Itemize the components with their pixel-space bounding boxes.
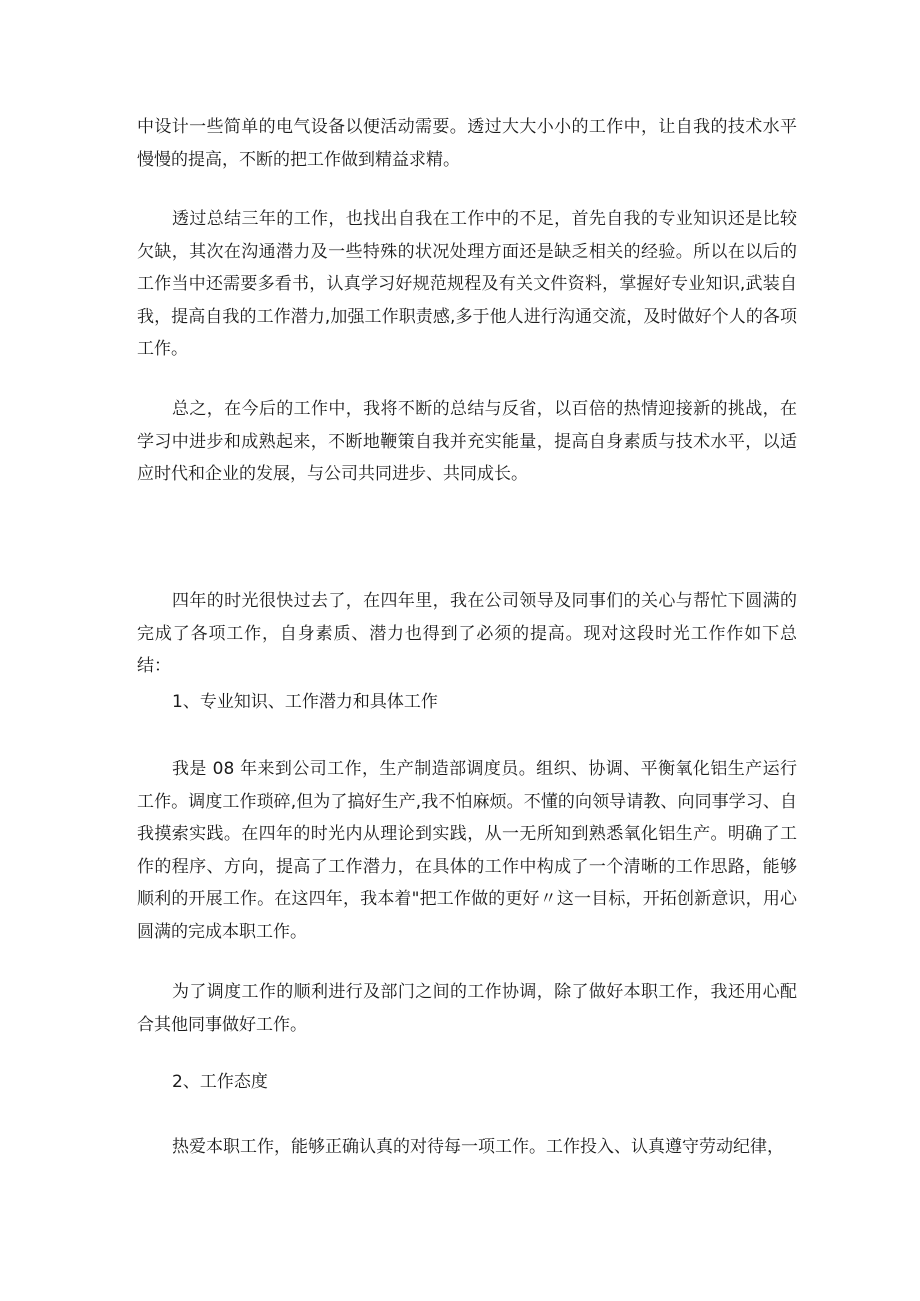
paragraph-coordination: 为了调度工作的顺利进行及部门之间的工作协调，除了做好本职工作，我还用心配合其他同事做好工作。 [137, 982, 797, 1035]
paragraph-job-description: 我是 08 年来到公司工作，生产制造部调度员。组织、协调、平衡氧化铝生产运行工作。调度工作琐碎,但为了搞好生产,我不怕麻烦。不懂的向领导请教、向同事学习、自我摸索实践。在四年的时光内从理论到实践，从一无所知到熟悉氧化铝生产。明确了工作的程序、方向，提高了工作潜力，在具体的工作中构成了一个清晰的工作思路，能够顺利的开展工作。在这四年，我本着"把工作做的更好〃这一目标，开拓创新意识，用心圆满的完成本职工作。 [137, 759, 797, 942]
section-heading-2: 2、工作态度 [172, 1072, 268, 1092]
paragraph-work-attitude: 热爱本职工作，能够正确认真的对待每一项工作。工作投入、认真遵守劳动纪律， [172, 1137, 784, 1157]
paragraph-continuation: 中设计一些简单的电气设备以便活动需要。透过大大小小的工作中，让自我的技术水平慢慢的提高，不断的把工作做到精益求精。 [137, 117, 797, 170]
section-heading-1: 1、专业知识、工作潜力和具体工作 [172, 692, 438, 712]
paragraph-four-year-intro: 四年的时光很快过去了，在四年里，我在公司领导及同事们的关心与帮忙下圆满的完成了各项工作，自身素质、潜力也得到了必须的提高。现对这段时光工作作如下总结： [137, 591, 797, 676]
paragraph-conclusion: 总之，在今后的工作中，我将不断的总结与反省，以百倍的热情迎接新的挑战，在学习中进步和成熟起来，不断地鞭策自我并充实能量，提高自身素质与技术水平，以适应时代和企业的发展，与公司共同进步、共同成长。 [137, 399, 797, 484]
paragraph-shortcomings: 透过总结三年的工作，也找出自我在工作中的不足，首先自我的专业知识还是比较欠缺，其次在沟通潜力及一些特殊的状况处理方面还是缺乏相关的经验。所以在以后的工作当中还需要多看书，认真学习好规范规程及有关文件资料，掌握好专业知识,武装自我，提高自我的工作潜力,加强工作职责感,多于他人进行沟通交流，及时做好个人的各项工作。 [137, 209, 797, 359]
